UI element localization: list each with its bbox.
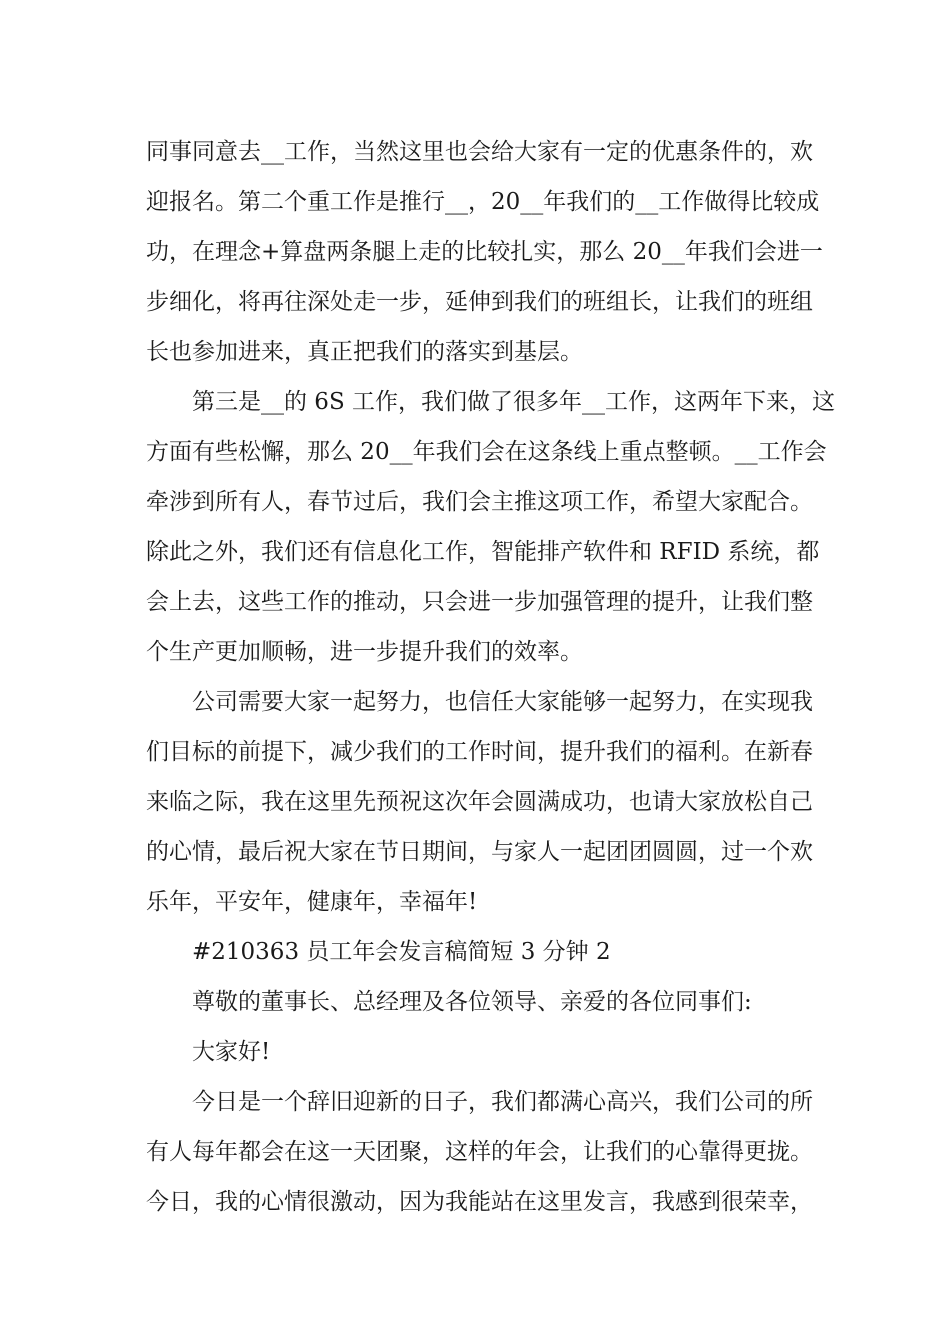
- text-line: 会上去，这些工作的推动，只会进一步加强管理的提升，让我们整: [146, 589, 813, 615]
- text-line: 尊敬的董事长、总经理及各位领导、亲爱的各位同事们:: [192, 989, 752, 1015]
- text-line: 有人每年都会在这一天团聚，这样的年会，让我们的心靠得更拢。: [146, 1139, 813, 1165]
- text-line: 步细化，将再往深处走一步，延伸到我们的班组长，让我们的班组: [146, 289, 813, 315]
- text-line: 大家好!: [192, 1039, 271, 1065]
- text-line: 个生产更加顺畅，进一步提升我们的效率。: [146, 639, 583, 665]
- text-line: 们目标的前提下，减少我们的工作时间，提升我们的福利。在新春: [146, 739, 813, 765]
- text-line: 牵涉到所有人，春节过后，我们会主推这项工作，希望大家配合。: [146, 489, 813, 515]
- text-line: 今日，我的心情很激动，因为我能站在这里发言，我感到很荣幸，: [146, 1189, 813, 1215]
- text-line: #210363 员工年会发言稿简短 3 分钟 2: [192, 939, 611, 965]
- text-line: 迎报名。第二个重工作是推行__，20__年我们的__工作做得比较成: [146, 189, 820, 215]
- text-line: 同事同意去__工作，当然这里也会给大家有一定的优惠条件的，欢: [146, 139, 813, 165]
- text-line: 公司需要大家一起努力，也信任大家能够一起努力，在实现我: [192, 689, 813, 715]
- text-line: 功，在理念+算盘两条腿上走的比较扎实，那么 20__年我们会进一: [146, 239, 823, 265]
- document-body: [146, 127, 836, 1227]
- text-line: 来临之际，我在这里先预祝这次年会圆满成功，也请大家放松自己: [146, 789, 813, 815]
- text-line: 方面有些松懈，那么 20__年我们会在这条线上重点整顿。__工作会: [146, 439, 827, 465]
- text-line: 今日是一个辞旧迎新的日子，我们都满心高兴，我们公司的所: [192, 1089, 813, 1115]
- text-line: 的心情，最后祝大家在节日期间，与家人一起团团圆圆，过一个欢: [146, 839, 813, 865]
- text-line: 乐年，平安年，健康年，幸福年!: [146, 889, 478, 915]
- text-line: 长也参加进来，真正把我们的落实到基层。: [146, 339, 583, 365]
- text-line: 第三是__的 6S 工作，我们做了很多年__工作，这两年下来，这: [192, 389, 836, 415]
- text-line: 除此之外，我们还有信息化工作，智能排产软件和 RFID 系统，都: [146, 539, 820, 565]
